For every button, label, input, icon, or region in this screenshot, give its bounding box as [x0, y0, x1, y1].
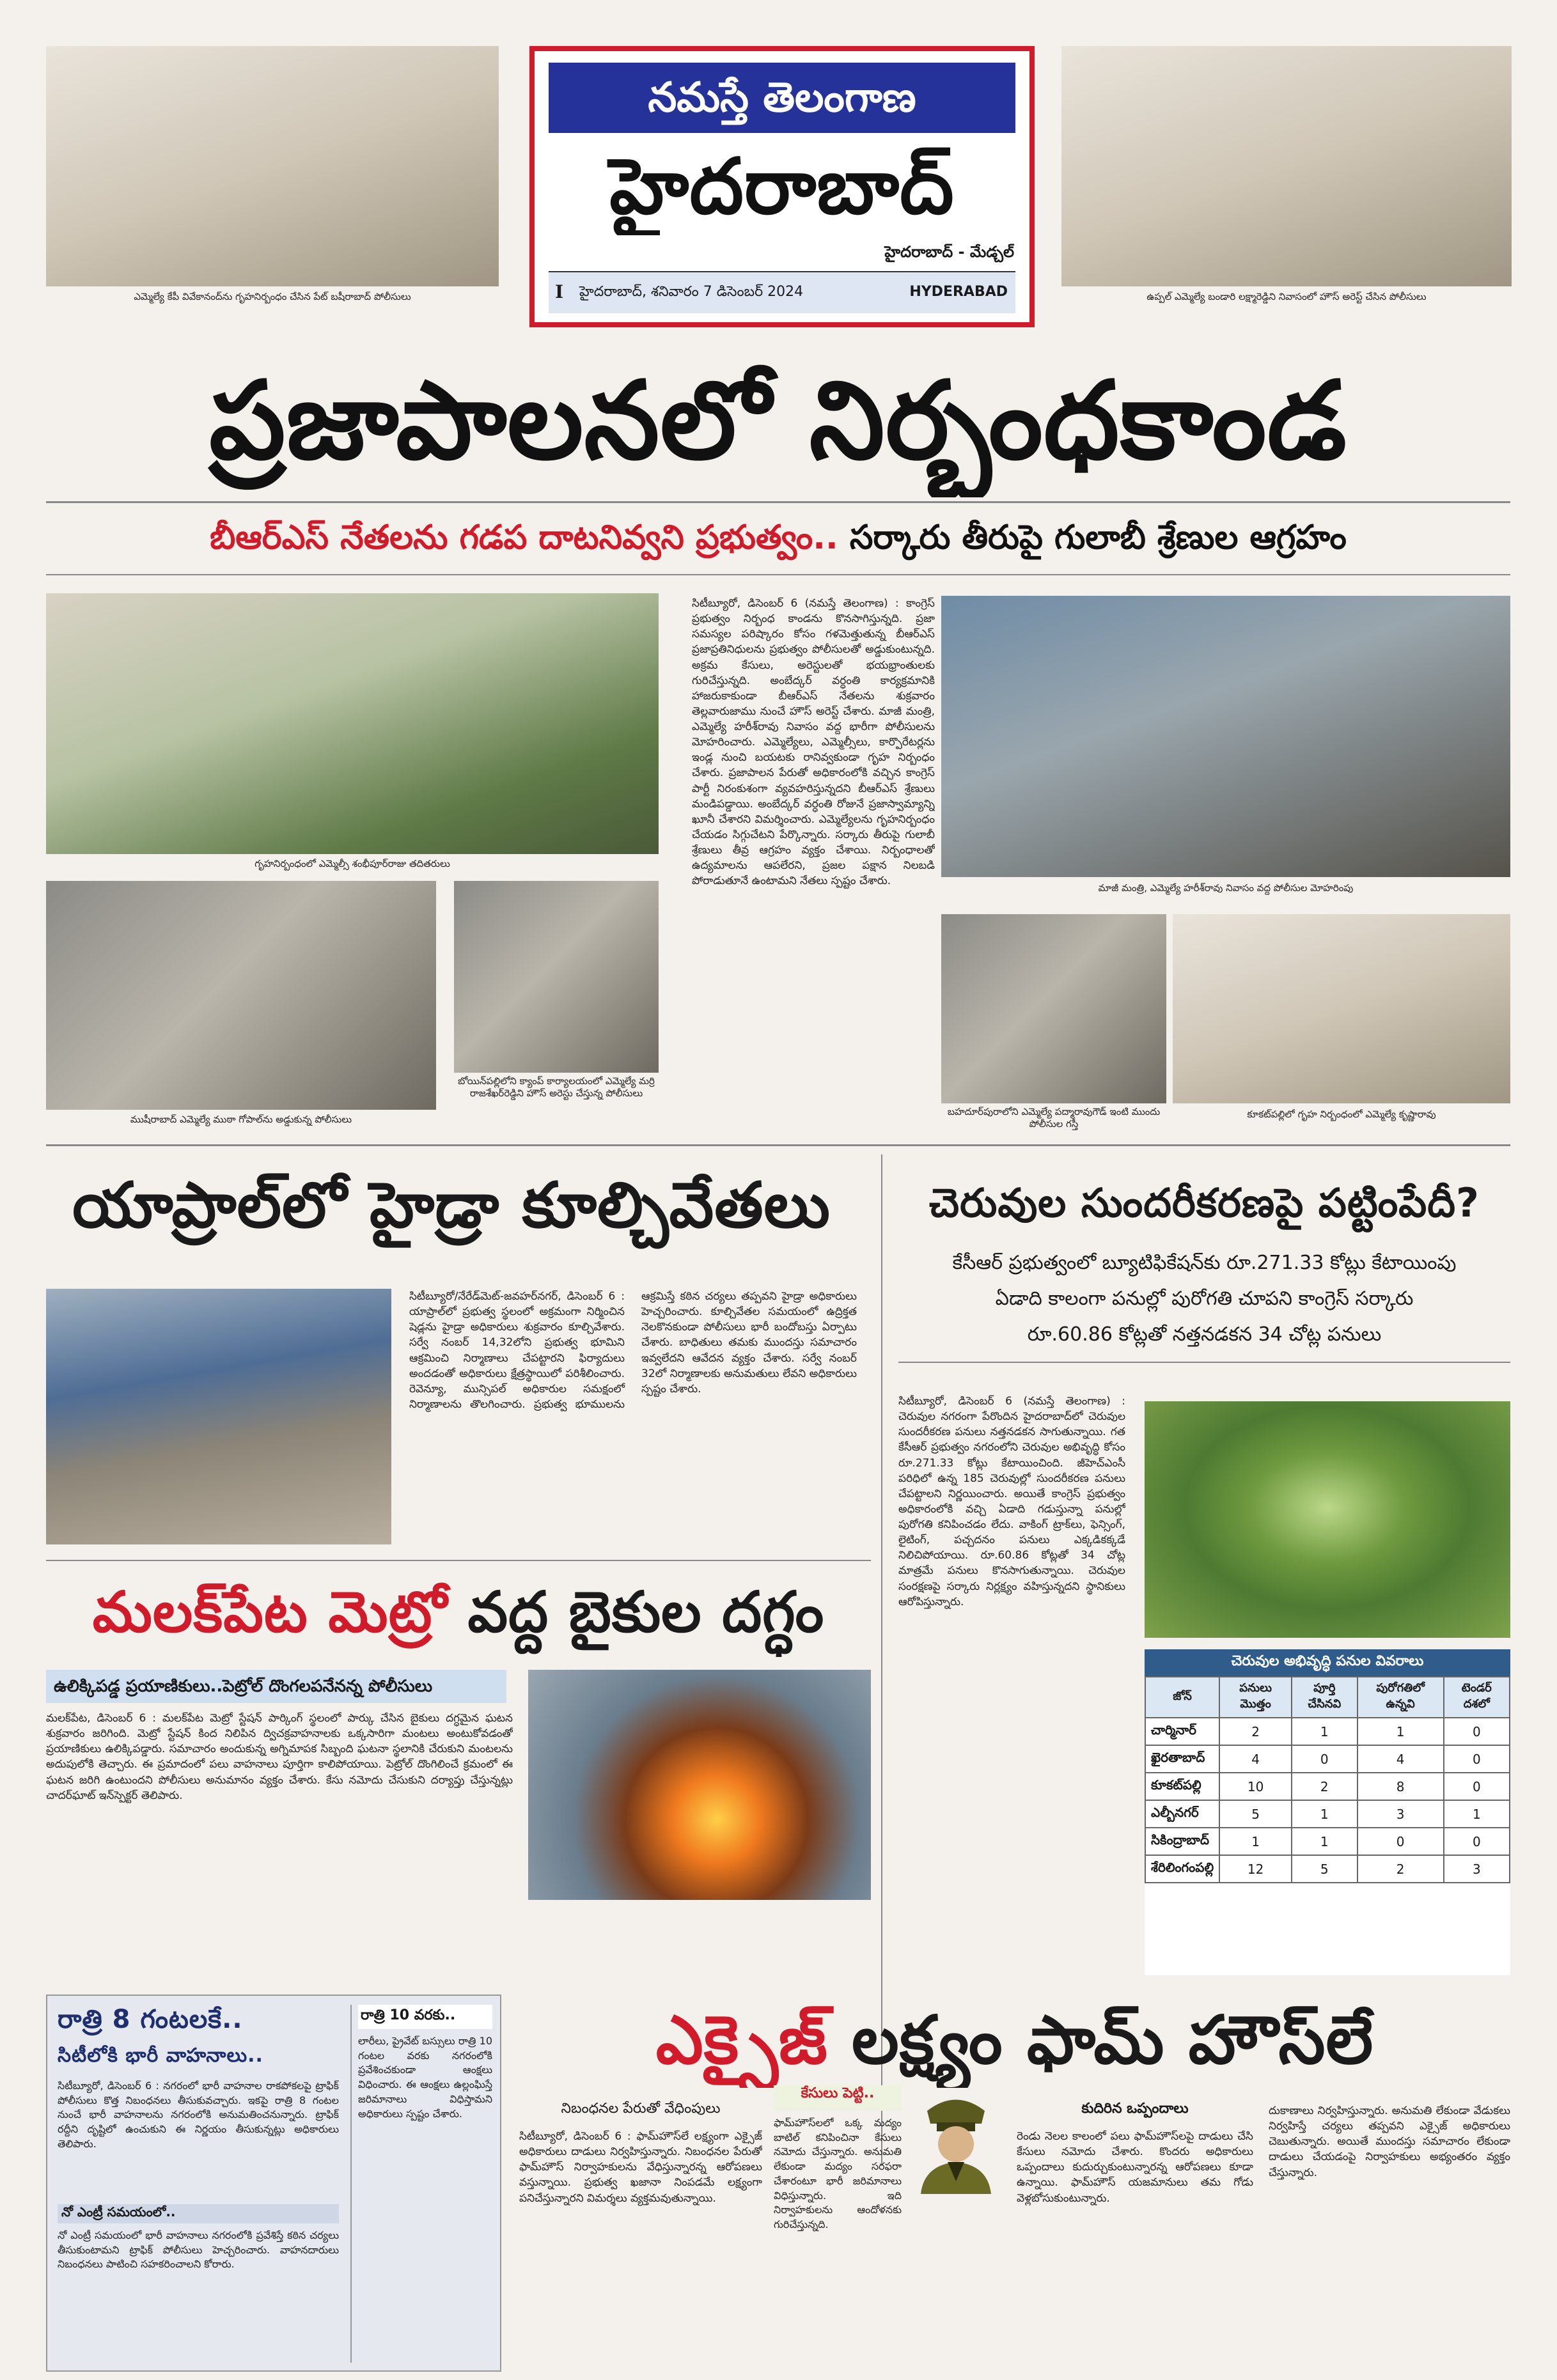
lakes-photo	[1145, 1401, 1510, 1638]
top-left-photo	[46, 46, 499, 286]
lead-photo-6	[1173, 914, 1510, 1103]
lakes-table-grid	[1145, 1676, 1510, 1883]
excise-headline-black: లక్ష్యం ఫామ్ హౌస్‌లే	[852, 2001, 1374, 2079]
table-row	[1145, 1718, 1510, 1745]
table-cell: ఖైరతాబాద్	[1145, 1745, 1219, 1773]
table-cell: 0	[1444, 1745, 1510, 1773]
lakes-sub1: కేసీఆర్ ప్రభుత్వంలో బ్యూటిఫికేషన్‌కు రూ.271.33 కోట్లు కేటాయింపు	[952, 1252, 1457, 1274]
lakes-table-header: పురోగతిలో ఉన్నవి	[1357, 1677, 1444, 1718]
top-right-caption: ఉప్పల్ ఎమ్మెల్యే బండారి లక్ష్మారెడ్డిని నివాసంలో హౌస్ అరెస్ట్ చేసిన పోలీసులు	[1146, 291, 1427, 302]
table-cell: 1	[1292, 1828, 1357, 1855]
table-row	[1145, 1855, 1510, 1883]
table-cell: 1	[1292, 1800, 1357, 1828]
lakes-table-header-row	[1145, 1677, 1510, 1718]
excise-kicker: నిబంధనల పేరుతో వేధింపులు	[561, 2101, 721, 2117]
lead-photo-5-caption: బహదూర్‌పురాలోని ఎమ్మెల్యే పద్మారావుగౌడ్ ఇంటి ముందు పోలీసుల గస్తీ	[947, 1106, 1161, 1130]
table-row	[1145, 1773, 1510, 1800]
table-row	[1145, 1745, 1510, 1773]
lead-subhead-black: సర్కారు తీరుపై గులాబీ శ్రేణుల ఆగ్రహం	[849, 518, 1347, 557]
edition-title: హైదరాబాద్	[609, 143, 955, 231]
metro-rule	[46, 1560, 871, 1561]
table-cell: 1	[1219, 1828, 1292, 1855]
table-cell: 4	[1219, 1745, 1292, 1773]
lakes-sub3: రూ.60.86 కోట్లతో నత్తనడకన 34 చోట్ల పనులు	[1027, 1323, 1382, 1346]
metro-photo	[528, 1670, 871, 1900]
table-row	[1145, 1828, 1510, 1855]
night-traffic-sub-label: నో ఎంట్రీ సమయంలో..	[58, 2204, 339, 2223]
excise-sub-label: కుదిరిన ఒప్పందాలు	[1081, 2101, 1189, 2117]
lead-photo-3	[454, 881, 659, 1073]
excise-body-1: సిటీబ్యూరో, డిసెంబర్ 6 : ఫామ్‌హౌస్‌లే లక్ష్యంగా ఎక్సైజ్ అధికారులు దాడులు నిర్వహిస్తున్నారు. నిబంధనల పేరుతో ఫామ్‌హౌస్ నిర్వాహకులను వేధిస్తున్నారన్న ఆరోపణలు వస్తున్నాయి. ప్రభుత్వ ఖజానా నింపడమే లక్ష్యంగా పనిచేస్తున్నారని విమర్శలు వ్యక్తమవుతున్నాయి.	[519, 2130, 762, 2205]
night-traffic-body-2: నో ఎంట్రీ సమయంలో భారీ వాహనాలు నగరంలోకి ప్రవేశిస్తే కఠిన చర్యలు తీసుకుంటామని ట్రాఫిక్ పోలీసులు హెచ్చరించారు. వాహనదారులు నిబంధనలు పాటించి సహకరించాలని కోరారు.	[58, 2229, 339, 2271]
table-cell: 1	[1292, 1718, 1357, 1745]
lead-photo-5	[941, 914, 1166, 1103]
table-cell: 0	[1444, 1773, 1510, 1800]
masthead	[529, 46, 1035, 327]
table-cell: 0	[1444, 1718, 1510, 1745]
table-cell: 3	[1357, 1800, 1444, 1828]
table-cell: 2	[1292, 1773, 1357, 1800]
lead-photo-6-caption: కూకట్‌పల్లిలో గృహ నిర్బంధంలో ఎమ్మెల్యే కృష్ణారావు	[1247, 1108, 1436, 1120]
lakes-table-header: జోన్	[1145, 1677, 1219, 1718]
table-cell: 10	[1219, 1773, 1292, 1800]
night-traffic-side	[350, 2005, 492, 2363]
top-left-caption: ఎమ్మెల్యే కేపీ వివేకానంద్‌ను గృహనిర్బంధం చేసిన పేట్ బషీరాబాద్ పోలీసులు	[134, 291, 411, 302]
metro-headline-red: మలక్‌పేట మెట్రో	[92, 1579, 448, 1645]
lead-rule	[46, 501, 1510, 503]
table-cell: 4	[1357, 1745, 1444, 1773]
lead-photo-1	[46, 593, 659, 854]
night-traffic-headline-1: రాత్రి 8 గంటలకే..	[58, 2005, 243, 2034]
masthead-brand-band	[549, 63, 1015, 133]
lakes-table-header: పూర్తి చేసినవి	[1292, 1677, 1357, 1718]
lakes-body: సిటీబ్యూరో, డిసెంబర్ 6 (నమస్తే తెలంగాణ) : చెరువుల నగరంగా పేరొందిన హైదరాబాద్‌లో చెరువుల సుందరీకరణ పనులు నత్తనడకన సాగుతున్నాయి. గత కేసీఆర్ ప్రభుత్వం నగరంలోని చెరువుల అభివృద్ధి కోసం రూ.271.33 కోట్లు కేటాయించింది. జీహెచ్‌ఎంసీ పరిధిలో ఉన్న 185 చెరువుల్లో సుందరీకరణ పనులు చేపట్టాలని నిర్ణయించారు. అయితే కాంగ్రెస్ ప్రభుత్వం అధికారంలోకి వచ్చి ఏడాది గడుస్తున్నా పనుల్లో పురోగతి కనిపించడం లేదు. వాకింగ్ ట్రాక్‌లు, ఫెన్సింగ్, లైటింగ్, పచ్చదనం పనులు ఎక్కడికక్కడే నిలిచిపోయాయి. రూ.60.86 కోట్లతో 34 చోట్ల మాత్రమే పనులు కొనసాగుతున్నాయి. చెరువుల సంరక్షణపై సర్కారు నిర్లక్ష్యం వహిస్తున్నదని స్థానికులు ఆరోపిస్తున్నారు.	[898, 1395, 1125, 1608]
table-cell: చార్మినార్	[1145, 1718, 1219, 1745]
dateline-bar	[549, 271, 1015, 313]
table-cell: 1	[1444, 1800, 1510, 1828]
lead-headline: ప్రజాపాలనలో నిర్బంధకాండ	[209, 358, 1347, 483]
table-cell: 5	[1292, 1855, 1357, 1883]
table-cell: 12	[1219, 1855, 1292, 1883]
excise-cases-label: కేసులు పెట్టి..	[774, 2085, 902, 2111]
table-cell: 2	[1219, 1718, 1292, 1745]
lead-photo-2	[46, 881, 436, 1110]
top-right-photo	[1061, 46, 1512, 286]
table-cell: సికింద్రాబాద్	[1145, 1828, 1219, 1855]
lead-photo-1-caption: గృహనిర్బంధంలో ఎమ్మెల్సీ శంభీపూర్‌రాజు తదితరులు	[254, 858, 450, 869]
excise-officer-icon	[908, 2085, 1004, 2194]
lakes-table	[1145, 1649, 1510, 1975]
night-traffic-headline-2: సిటీలోకి భారీ వాహనాలు..	[58, 2044, 263, 2067]
excise-headline	[519, 1992, 1510, 2088]
lead-subhead-rule	[46, 574, 1510, 575]
night-traffic-box	[46, 1995, 501, 2372]
table-cell: శేరిలింగంపల్లి	[1145, 1855, 1219, 1883]
lead-subhead	[46, 509, 1510, 566]
table-cell: 1	[1357, 1718, 1444, 1745]
hydra-headline: యాప్రాల్‌లో హైడ్రా కూల్చివేతలు	[72, 1169, 831, 1242]
page-number: I	[555, 281, 564, 302]
night-traffic-side-body: లారీలు, ప్రైవేట్ బస్సులు రాత్రి 10 గంటల వరకు నగరంలోకి ప్రవేశించకుండా ఆంక్షలు విధించారు. ఈ ఆంక్షలు ఉల్లంఘిస్తే జరిమానాలు విధిస్తామని అధికారులు స్పష్టం చేశారు.	[358, 2035, 492, 2120]
lakes-table-title: చెరువుల అభివృద్ధి పనుల వివరాలు	[1145, 1649, 1510, 1676]
lead-photo-4	[941, 596, 1510, 877]
metro-headline	[46, 1567, 871, 1657]
table-row	[1145, 1800, 1510, 1828]
night-traffic-side-title: రాత్రి 10 వరకు..	[358, 2005, 492, 2029]
metro-body: మలక్‌పేట, డిసెంబర్ 6 : మలక్‌పేట మెట్రో స్టేషన్ పార్కింగ్ స్థలంలో పార్కు చేసిన బైకులు దగ్ధమైన ఘటన శుక్రవారం జరిగింది. మెట్రో స్టేషన్ కింద నిలిపిన ద్విచక్రవాహనాలకు ఒక్కసారిగా మంటలు అంటుకోవడంతో ప్రయాణికులు ఉలిక్కిపడ్డారు. సమాచారం అందుకున్న అగ్నిమాపక సిబ్బంది ఘటనా స్థలానికి చేరుకుని మంటలను అదుపులోకి తెచ్చారు. ఈ ప్రమాదంలో పలు వాహనాలు పూర్తిగా కాలిపోయాయి. పెట్రోల్ దొంగిలించే క్రమంలో ఈ ఘటన జరిగి ఉంటుందని పోలీసులు అనుమానం వ్యక్తం చేశారు. కేసు నమోదు చేసుకుని దర్యాప్తు చేస్తున్నట్లు చాదర్‌ఘాట్ ఇన్‌స్పెక్టర్ తెలిపారు.	[46, 1712, 513, 1802]
hydra-photo	[46, 1289, 391, 1544]
excise-headline-red: ఎక్సైజ్	[655, 2001, 828, 2079]
lakes-table-header: టెండర్ దశలో	[1444, 1677, 1510, 1718]
lead-subhead-red: బీఆర్‌ఎస్ నేతలను గడప దాటనివ్వని ప్రభుత్వం..	[210, 518, 838, 557]
metro-headline-black: వద్ద బైకుల దగ్ధం	[467, 1579, 825, 1645]
lakes-sub-rule	[898, 1362, 1510, 1363]
table-cell: 0	[1444, 1828, 1510, 1855]
night-traffic-body: సిటీబ్యూరో, డిసెంబర్ 6 : నగరంలో భారీ వాహనాల రాకపోకలపై ట్రాఫిక్ పోలీసులు కొత్త నిబంధనలు తీసుకువచ్చారు. ఇకపై రాత్రి 8 గంటల నుంచే భారీ వాహనాలను నగరంలోకి అనుమతించనున్నారు. ట్రాఫిక్ రద్దీని దృష్టిలో ఉంచుకుని ఈ నిర్ణయం తీసుకున్నట్లు అధికారులు తెలిపారు.	[58, 2080, 339, 2150]
lead-body: సిటీబ్యూరో, డిసెంబర్ 6 (నమస్తే తెలంగాణ) : కాంగ్రెస్ ప్రభుత్వం నిర్బంధ కాండను కొనసాగిస్తున్నది. ప్రజా సమస్యల పరిష్కారం కోసం గళమెత్తుతున్న బీఆర్‌ఎస్ ప్రజాప్రతినిధులను ప్రభుత్వం పోలీసులతో అడ్డుకుంటున్నది. అక్రమ కేసులు, అరెస్టులతో భయభ్రాంతులకు గురిచేస్తున్నది. అంబేద్కర్ వర్ధంతి కార్యక్రమానికి హాజరుకాకుండా బీఆర్‌ఎస్ నేతలను శుక్రవారం తెల్లవారుజాము నుంచే హౌస్ అరెస్ట్ చేశారు. మాజీ మంత్రి, ఎమ్మెల్యే హరీశ్‌రావు నివాసం వద్ద భారీగా పోలీసులను మోహరించారు. ఎమ్మెల్యేలు, ఎమ్మెల్సీలు, కార్పొరేటర్లను ఇండ్ల నుంచి బయటకు రానివ్వకుండా గృహ నిర్బంధం చేశారు. ప్రజాపాలన పేరుతో అధికారంలోకి వచ్చిన కాంగ్రెస్ పార్టీ నిరంకుశంగా వ్యవహరిస్తున్నదని బీఆర్‌ఎస్ శ్రేణులు మండిపడ్డాయి. అంబేద్కర్ వర్ధంతి రోజునే ప్రజాస్వామ్యాన్ని ఖూనీ చేశారని విమర్శించారు. ఎమ్మెల్యేలను గృహనిర్బంధం చేయడం సిగ్గుచేటని పేర్కొన్నారు. సర్కారు తీరుపై గులాబీ శ్రేణులు తీవ్ర ఆగ్రహం వ్యక్తం చేశాయి. నిర్బంధాలతో ఉద్యమాలను ఆపలేరని, ప్రజల పక్షాన నిలబడి పోరాడుతూనే ఉంటామని నేతలు స్పష్టం చేశారు.	[692, 597, 935, 888]
sub-edition: హైదరాబాద్ - మేడ్చల్	[884, 243, 1014, 261]
city-en: HYDERABAD	[909, 284, 1008, 300]
table-cell: 3	[1444, 1855, 1510, 1883]
dateline: హైదరాబాద్, శనివారం 7 డిసెంబర్ 2024	[579, 284, 804, 300]
table-cell: 2	[1357, 1855, 1444, 1883]
lead-photo-3-caption: బోయిన్‌పల్లిలోని క్యాంప్ కార్యాలయంలో ఎమ్మెల్యే మర్రి రాజశేఖర్‌రెడ్డిని హౌస్ అరెస్టు చేస్తున్న పోలీసులు	[458, 1075, 655, 1099]
lakes-headline: చెరువుల సుందరీకరణపై పట్టింపేదీ?	[929, 1179, 1480, 1226]
lead-photo-2-caption: ముషీరాబాద్ ఎమ్మెల్యే ముఠా గోపాల్‌ను అడ్డుకున్న పోలీసులు	[130, 1114, 352, 1125]
table-cell: 8	[1357, 1773, 1444, 1800]
hydra-body: సిటీబ్యూరో/నేరేడ్‌మెట్-జవహర్‌నగర్, డిసెంబర్ 6 : యాప్రాల్‌లో ప్రభుత్వ స్థలంలో అక్రమంగా నిర్మించిన షెడ్లను హైడ్రా అధికారులు శుక్రవారం కూల్చివేశారు. సర్వే నంబర్ 14,32లోని ప్రభుత్వ భూమిని ఆక్రమించి నిర్మాణాలు చేపట్టారని ఫిర్యాదులు అందడంతో అధికారులు క్షేత్రస్థాయిలో పరిశీలించారు. రెవెన్యూ, మున్సిపల్ అధికారుల సమక్షంలో నిర్మాణాలను తొలగించారు. ప్రభుత్వ భూములను ఆక్రమిస్తే కఠిన చర్యలు తప్పవని హైడ్రా అధికారులు హెచ్చరించారు. కూల్చివేతల సమయంలో ఉద్రిక్తత నెలకొనకుండా పోలీసులు భారీ బందోబస్తు ఏర్పాటు చేశారు. బాధితులు తమకు ముందస్తు సమాచారం ఇవ్వలేదని ఆవేదన వ్యక్తం చేశారు. సర్వే నంబర్ 32లో నిర్మాణాలకు అనుమతులు లేవని అధికారులు స్పష్టం చేశారు.	[409, 1290, 857, 1411]
excise-body-3: రెండు నెలల కాలంలో పలు ఫామ్‌హౌస్‌లపై దాడులు చేసి కేసులు నమోదు చేశారు. కొందరు అధికారులు ఒప్పందాలు కుదుర్చుకుంటున్నారన్న ఆరోపణలు కూడా ఉన్నాయి. ఫామ్‌హౌస్ యజమానులు తమ గోడు వెళ్లబోసుకుంటున్నారు.	[1017, 2130, 1253, 2205]
lead-photo-4-caption: మాజీ మంత్రి, ఎమ్మెల్యే హరీశ్‌రావు నివాసం వద్ద పోలీసుల మోహరింపు	[1098, 882, 1354, 894]
table-cell: కూకట్‌పల్లి	[1145, 1773, 1219, 1800]
metro-kicker: ఉలిక్కిపడ్డ ప్రయాణికులు..పెట్రోల్ దొంగలపనేనన్న పోలీసులు	[46, 1670, 506, 1703]
table-cell: 0	[1292, 1745, 1357, 1773]
excise-body-4: దుకాణాలు నిర్వహిస్తున్నారు. అనుమతి లేకుండా వేడుకలు నిర్వహిస్తే చర్యలు తప్పవని ఎక్సైజ్ అధికారులు చెబుతున్నారు. అయితే ముందస్తు సమాచారం లేకుండా దాడులు చేయడంపై నిర్వాహకులు అభ్యంతరం వ్యక్తం చేస్తున్నారు.	[1269, 2104, 1510, 2179]
masthead-brand: నమస్తే తెలంగాణ	[648, 74, 916, 121]
lakes-sub2: ఏడాది కాలంగా పనుల్లో పురోగతి చూపని కాంగ్రెస్ సర్కారు	[995, 1287, 1414, 1310]
excise-body-2: ఫామ్‌హౌస్‌లలో ఒక్క మద్యం బాటిల్ కనిపించినా కేసులు నమోదు చేస్తున్నారు. అనుమతి లేకుండా మద్యం సరఫరా చేశారంటూ భారీ జరిమానాలు విధిస్తున్నారు. ఇది నిర్వాహకులను ఆందోళనకు గురిచేస్తున్నది.	[774, 2117, 902, 2231]
lakes-table-header: పనులు మొత్తం	[1219, 1677, 1292, 1718]
section-rule-1	[46, 1144, 1510, 1146]
table-cell: 5	[1219, 1800, 1292, 1828]
table-cell: 0	[1357, 1828, 1444, 1855]
table-cell: ఎల్బీనగర్	[1145, 1800, 1219, 1828]
